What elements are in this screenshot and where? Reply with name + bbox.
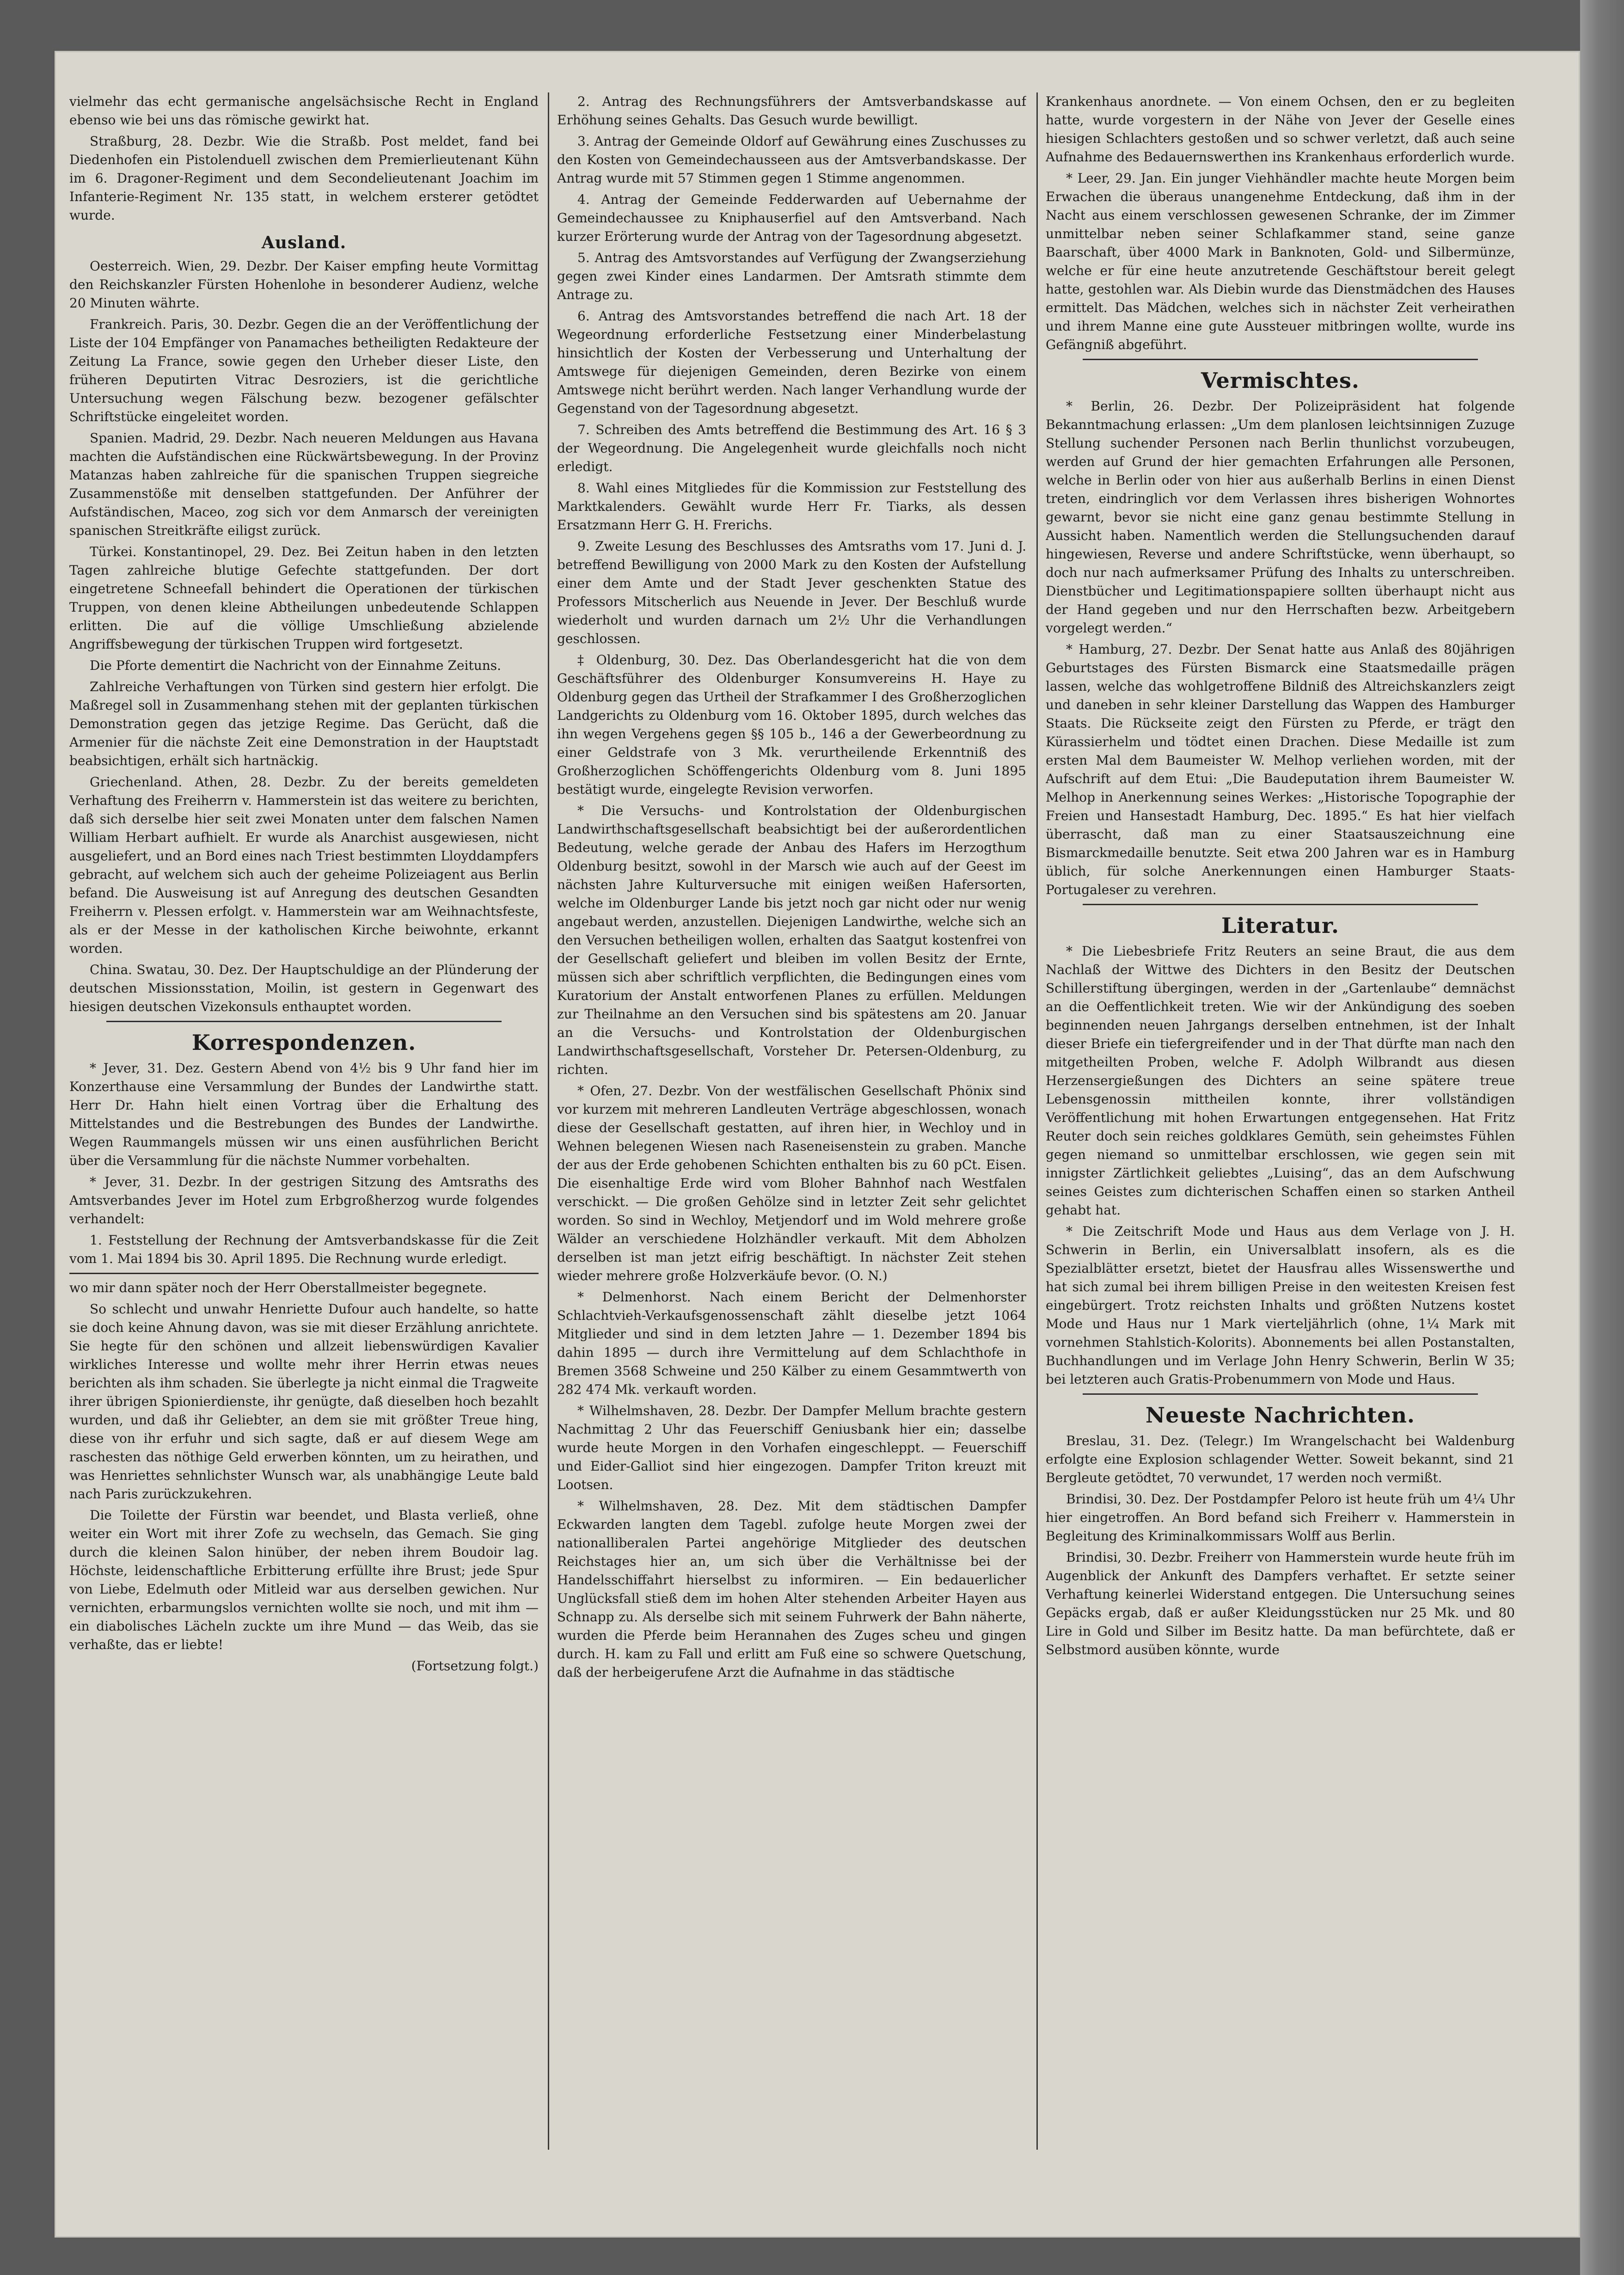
agenda-item: 6. Antrag des Amtsvorstandes betreffend die nach Art. 18 der Wegeordnung erforderliche Festsetzung einer Minderbelastung hinsichtlich der Kosten der Verbesserung und Unterhaltung der Amtswege für diejenigen Gemeinden, deren Bezirke von einem Amtswege nicht berührt werden. Nach langer Verhandlung wurde der Gegenstand von der Tagesordnung abgesetzt.: [557, 308, 1026, 416]
section-heading-korrespondenzen: Korrespondenzen.: [191, 1030, 417, 1055]
section-heading-literatur: Literatur.: [1221, 913, 1340, 938]
article-reuter: * Die Liebesbriefe Fritz Reuters an seine Braut, die aus dem Nachlaß der Wittwe des Dichters in den Besitz der Deutschen Schillerstiftung übergingen, werden in der „Gartenlaube“ demnächst an die Oeffentlichkeit treten. Wie wir der Ankündigung des soeben beginnenden neuen Jahrgangs derselben entnehmen, ist der Inhalt dieser Briefe ein tiefergreifender und in der That dürfte man nach den mitgetheilten Proben, welche F. Adolph Wilbrandt aus diesen Herzensergießungen des Dichters an seine spätere treue Lebensgenossin mittheilen konnte, ihrer vollständigen Veröffentlichung mit hohen Erwartungen entgegensehen. Hat Fritz Reuter doch sein reiches goldklares Gemüth, sein geheimstes Fühlen gegen niemand so unmittelbar erschlossen, wie gegen sein mit innigster Zärtlichkeit geliebtes „Luising“, das an dem Aufschwung seines Geistes zum dichterischen Schaffen einen so starken Antheil gehabt hat.: [1046, 944, 1515, 1218]
article-breslau: Breslau, 31. Dez. (Telegr.) Im Wrangelschacht bei Waldenburg erfolgte eine Explosion schlagender Wetter. Soweit bekannt, sind 21 Bergleute getödtet, 70 verwundet, 17 werden noch vermißt.: [1046, 1433, 1515, 1485]
section-heading-vermischtes: Vermischtes.: [1201, 368, 1360, 393]
agenda-item: 8. Wahl eines Mitgliedes für die Kommission zur Feststellung des Marktkalenders. Gewählt wurde Herr Fr. Tiarks, als dessen Ersatzmann Herr G. H. Frerichs.: [557, 480, 1026, 533]
article-text: 1. Feststellung der Rechnung der Amtsverbandskasse für die Zeit vom 1. Mai 1894 bis 30. April 1895. Die Rechnung wurde erledigt.: [69, 1233, 539, 1266]
article-wilhelmshaven: * Wilhelmshaven, 28. Dezbr. Der Dampfer Mellum brachte gestern Nachmittag 2 Uhr das Feuerschiff Geniusbank hier ein; dasselbe wurde heute Morgen in den Vorhafen eingeschleppt. — Feuerschiff und Eider-Galliot sind hier eingezogen. Dampfer Triton kreuzt mit Lootsen.: [557, 1403, 1026, 1492]
section-heading-neueste-nachrichten: Neueste Nachrichten.: [1146, 1403, 1415, 1428]
feuilleton-text: wo mir dann später noch der Herr Oberstallmeister begegnete.: [69, 1280, 487, 1295]
article-text: Zahlreiche Verhaftungen von Türken sind gestern hier erfolgt. Die Maßregel soll in Zusammenhang stehen mit der geplanten türkischen Demonstration gegen das jetzige Regime. Das Gerücht, daß die Armenier für die nächste Zeit eine Demonstration in der Hauptstadt beabsichtigen, erhält sich hartnäckig.: [69, 679, 539, 768]
column-divider: [548, 92, 549, 2150]
agenda-item: 4. Antrag der Gemeinde Fedderwarden auf Uebernahme der Gemeindechaussee zu Kniphauserfiel auf den Amtsverband. Nach kurzer Erörterung wurde der Antrag von der Tagesordnung abgesetzt.: [557, 192, 1026, 244]
agenda-item: 7. Schreiben des Amts betreffend die Bestimmung des Art. 16 § 3 der Wegeordnung. Die Angelegenheit wurde gleichfalls noch nicht erledigt.: [557, 422, 1026, 474]
article-text: Die Pforte dementirt die Nachricht von der Einnahme Zeituns.: [90, 658, 502, 673]
article-text: Krankenhaus anordnete. — Von einem Ochsen, den er zu begleiten hatte, wurde vorgestern in der Nähe von Jever der Geselle eines hiesigen Schlachters gestoßen und so schwer verletzt, daß auch seine Aufnahme des Bedauernswerthen ins Krankenhaus erforderlich wurde.: [1046, 94, 1515, 165]
article-frankreich: Frankreich. Paris, 30. Dezbr. Gegen die an der Veröffentlichung der Liste der 104 Empfänger von Panamaches betheiligten Redakteure der Zeitung La France, sowie gegen den Urheber dieser Liste, den früheren Deputirten Vitrac Desroziers, ist die gerichtliche Untersuchung wegen Fälschung bezw. bezogener gefälschter Schriftstücke eingeleitet worden.: [69, 317, 539, 424]
column-2: [557, 92, 1026, 2150]
article-oldenburg: ‡ Oldenburg, 30. Dez. Das Oberlandesgericht hat die von dem Geschäftsführer des Oldenburger Konsumvereins H. Haye zu Oldenburg gegen das Urtheil der Strafkammer I des Großherzoglichen Landgerichts zu Oldenburg vom 16. Oktober 1895, durch welches das ihn wegen Vergehens gegen §§ 105 b., 146 a der Gewerbeordnung zu einer Geldstrafe von 3 Mk. verurtheilende Erkenntniß des Großherzoglichen Schöffengerichts Oldenburg vom 8. Juni 1895 bestätigt wurde, eingelegte Revision verworfen.: [557, 652, 1026, 797]
agenda-item: 5. Antrag des Amtsvorstandes auf Verfügung der Zwangserziehung gegen zwei Kinder eines Landarmen. Der Amtsrath stimmte dem Antrage zu.: [557, 250, 1026, 302]
article-hamburg: * Hamburg, 27. Dezbr. Der Senat hatte aus Anlaß des 80jährigen Geburtstages des Fürsten Bismarck eine Staatsmedaille prägen lassen, welche das wohlgetroffene Bildniß des Altreichskanzlers zeigt und daneben in sehr kleiner Darstellung das Wappen des Hamburger Staats. Die Rückseite zeigt den Fürsten zu Pferde, er trägt den Kürassierhelm und tödtet einen Drachen. Diese Medaille ist zum ersten Mal dem Baumeister W. Melhop verliehen worden, mit der Aufschrift auf dem Etui: „Die Baudeputation ihrem Baumeister W. Melhop in Anerkennung seines Werkes: „Historische Topographie der Freien und Hansestadt Hamburg, Dec. 1895.“ Es hat hier vielfach überrascht, daß man zu einer Staatsauszeichnung eine Bismarckmedaille benutzte. Seit etwa 200 Jahren war es in Hamburg üblich, für solche Anerkennungen einen Hamburger Staats-Portugaleser zu verehren.: [1046, 642, 1515, 897]
feuilleton-rule: [69, 1273, 539, 1274]
article-oesterreich: Oesterreich. Wien, 29. Dezbr. Der Kaiser empfing heute Vormittag den Reichskanzler Fürsten Hohenlohe in besonderer Audienz, welche 20 Minuten währte.: [69, 258, 539, 311]
article-brindisi: Brindisi, 30. Dez. Der Postdampfer Peloro ist heute früh um 4¼ Uhr hier eingetroffen. An Bord befand sich Freiherr v. Hammerstein in Begleitung des Kriminalkommissars Wolff aus Berlin.: [1046, 1491, 1515, 1544]
article-spanien: Spanien. Madrid, 29. Dezbr. Nach neueren Meldungen aus Havana machten die Aufständischen eine Rückwärtsbewegung. In der Provinz Matanzas haben zahlreiche für die spanischen Truppen siegreiche Zusammenstöße mit denselben stattgefunden. Der Anführer der Aufständischen, Maceo, zog sich vor dem Anmarsch der vereinigten spanischen Streitkräfte eiligst zurück.: [69, 430, 539, 538]
column-divider: [1036, 92, 1038, 2150]
article-china: China. Swatau, 30. Dez. Der Hauptschuldige an der Plünderung der deutschen Missionsstation, Moilin, ist gestern in Gegenwart des hiesigen deutschen Vizekonsuls enthauptet worden.: [69, 962, 539, 1014]
article-tuerkei: Türkei. Konstantinopel, 29. Dez. Bei Zeitun haben in den letzten Tagen zahlreiche blutige Gefechte stattgefunden. Der dort eingetretene Schneefall behindert die Operationen der türkischen Truppen, von denen kleine Abtheilungen unbedeutende Schlappen erlitten. Die auf die völlige Umschließung abzielende Angriffsbewegung der türkischen Truppen wird fortgesetzt.: [69, 544, 539, 652]
column-3: [1046, 92, 1515, 2150]
agenda-item: 2. Antrag des Rechnungsführers der Amtsverbandskasse auf Erhöhung seines Gehalts. Das Gesuch wurde bewilligt.: [557, 94, 1026, 128]
scanner-edge: [1580, 0, 1624, 2275]
article-berlin: * Berlin, 26. Dezbr. Der Polizeipräsident hat folgende Bekanntmachung erlassen: „Um dem planlosen leichtsinnigen Zuzuge Stellung suchender Personen nach Berlin thunlichst vorzubeugen, werden auf Grund der hier gemachten Erfahrungen alle Personen, welche in Berlin oder von hier aus außerhalb Berlins in einen Dienst treten, eindringlich vor dem Verlassen ihres bisherigen Wohnortes gewarnt, bevor sie nicht eine ganz genau bestimmte Stellung in Aussicht haben. Namentlich werden die Stellungsuchenden darauf hingewiesen, Reverse und andere Schriftstücke, wenn überhaupt, so doch nur nach aufmerksamer Prüfung des Inhalts zu unterschreiben. Dienstbücher und Legitimationspapiere sollten überhaupt nicht aus der Hand gegeben und nur den Herrschaften bezw. Arbeitgebern vorgelegt werden.“: [1046, 399, 1515, 636]
article-griechenland: Griechenland. Athen, 28. Dezbr. Zu der bereits gemeldeten Verhaftung des Freiherrn v. Hammerstein ist das weitere zu berichten, daß sich derselbe hier seit zwei Monaten unter dem falschen Namen William Herbart aufhielt. Er wurde als Anarchist ausgewiesen, nicht ausgeliefert, und an Bord eines nach Triest bestimmten Lloyddampfers gebracht, auf welchem sich auch der geheime Polizeiagent aus Berlin befand. Die Ausweisung ist auf Anregung des deutschen Gesandten Freiherrn v. Plessen erfolgt. v. Hammerstein war am Weihnachtsfeste, als er der Messe in der katholischen Kirche beiwohnte, erkannt worden.: [69, 774, 539, 956]
article-strassburg: Straßburg, 28. Dezbr. Wie die Straßb. Post meldet, fand bei Diedenhofen ein Pistolenduell zwischen dem Premierlieutenant Kühn im 6. Dragoner-Regiment und dem Secondelieutenant Joachim im Infanterie-Regiment Nr. 135 statt, in welchem ersterer getödtet wurde.: [69, 134, 539, 223]
agenda-item: 3. Antrag der Gemeinde Oldorf auf Gewährung eines Zuschusses zu den Kosten von Gemeindechausseen aus der Amtsverbandskasse. Der Antrag wurde mit 57 Stimmen gegen 1 Stimme angenommen.: [557, 134, 1026, 186]
column-1: [69, 92, 539, 2150]
agenda-item: 9. Zweite Lesung des Beschlusses des Amtsraths vom 17. Juni d. J. betreffend Bewilligung von 2000 Mark zu den Kosten der Aufstellung einer dem Amte und der Stadt Jever geschenkten Statue des Professors Mitscherlich aus Neuende in Jever. Der Beschluß wurde wiederholt und wurden darnach um 2½ Uhr die Verhandlungen geschlossen.: [557, 539, 1026, 646]
section-heading-ausland: Ausland.: [261, 233, 347, 252]
article-jever-amtsrath: * Jever, 31. Dezbr. In der gestrigen Sitzung des Amtsraths des Amtsverbandes Jever im Hotel zum Erbgroßherzog wurde folgendes verhandelt:: [69, 1174, 539, 1226]
article-text: vielmehr das echt germanische angelsächsische Recht in England ebenso wie bei uns das römische gewirkt hat.: [69, 94, 539, 128]
article-wilhelmshaven: * Wilhelmshaven, 28. Dez. Mit dem städtischen Dampfer Eckwarden langten dem Tagebl. zufolge heute Morgen zwei der nationalliberalen Partei angehörige Mitglieder des deutschen Reichstages hier an, um sich über die Verhältnisse bei der Handelsschiffahrt hierselbst zu informiren. — Ein bedauerlicher Unglücksfall stieß dem im hohen Alter stehenden Arbeiter Hayen aus Schnapp zu. Als derselbe sich mit seinem Fuhrwerk der Bahn näherte, wurden die Pferde beim Herannahen des Zuges scheu und gingen durch. H. kam zu Fall und erlitt am Fuß eine so schwere Quetschung, daß der herbeigerufene Arzt die Aufnahme in das städtische: [557, 1498, 1026, 1680]
article-mode-und-haus: * Die Zeitschrift Mode und Haus aus dem Verlage von J. H. Schwerin in Berlin, ein Universalblatt insofern, als es die Spezialblätter ersetzt, bietet der Hausfrau alles Wissenswerthe und hat sich zumal bei ihrem billigen Preise in den weitesten Kreisen fest eingebürgert. Trotz reichsten Inhalts und größten Nutzens kostet Mode und Haus nur 1 Mark vierteljährlich (ohne, 1¼ Mark mit vornehmen Stahlstich-Kolorits). Abonnements bei allen Postanstalten, Buchhandlungen und im Verlage John Henry Schwerin, Berlin W 35; bei letzteren auch Gratis-Probenummern von Mode und Haus.: [1046, 1224, 1515, 1387]
article-jever: * Jever, 31. Dez. Gestern Abend von 4½ bis 9 Uhr fand hier im Konzerthause eine Versammlung der Bundes der Landwirthe statt. Herr Dr. Hahn hielt einen Vortrag über die Erhaltung des Mittelstandes und die Bestrebungen des Bundes der Landwirthe. Wegen Raummangels müssen wir uns einen ausführlichen Bericht über die Versammlung für die nächste Nummer vorbehalten.: [69, 1061, 539, 1168]
article-hafer: * Die Versuchs- und Kontrolstation der Oldenburgischen Landwirthschaftsgesellschaft beabsichtigt bei der außerordentlichen Bedeutung, welche gerade der Anbau des Hafers im Herzogthum Oldenburg besitzt, sowohl in der Marsch wie auch auf der Geest im nächsten Jahre Kulturversuche mit einigen weißen Hafersorten, welche im Oldenburger Lande bis jetzt noch gar nicht oder nur wenig angebaut werden, anzustellen. Diejenigen Landwirthe, welche sich an den Versuchen betheiligen wollen, erhalten das Saatgut kostenfrei von der Gesellschaft geliefert und bleiben im vollen Besitz der Ernte, müssen sich aber schriftlich verpflichten, die Bedingungen eines vom Kuratorium der Anstalt entworfenen Planes zu erfüllen. Meldungen zur Theilnahme an den Versuchen sind bis spätestens am 20. Januar an die Versuchs- und Kontrolstation der Oldenburgischen Landwirthschaftsgesellschaft, Vorsteher Dr. Petersen-Oldenburg, zu richten.: [557, 803, 1026, 1077]
section-rule: [1083, 904, 1478, 905]
section-rule: [1083, 359, 1478, 360]
article-brindisi: Brindisi, 30. Dezbr. Freiherr von Hammerstein wurde heute früh im Augenblick der Ankunft des Dampfers verhaftet. Er setzte seiner Verhaftung keinerlei Widerstand entgegen. Die Untersuchung seines Gepäcks ergab, daß er außer Kleidungsstücken nur 25 Mk. und 80 Lire in Gold und Silber im Besitz hatte. Da man befürchtete, daß er Selbstmord ausüben könnte, wurde: [1046, 1550, 1515, 1657]
continuation-note: (Fortsetzung folgt.): [411, 1658, 539, 1674]
article-delmenhorst: * Delmenhorst. Nach einem Bericht der Delmenhorster Schlachtvieh-Verkaufsgenossenschaft zählt dieselbe jetzt 1064 Mitglieder und sind in dem letzten Jahre — 1. Dezember 1894 bis dahin 1895 — durch ihre Vermittelung auf dem Schlachthofe in Bremen 3568 Schweine und 250 Kälber zu einem Gesammtwerth von 282 474 Mk. verkauft worden.: [557, 1289, 1026, 1397]
article-ofen: * Ofen, 27. Dezbr. Von der westfälischen Gesellschaft Phönix sind vor kurzem mit mehreren Landleuten Verträge abgeschlossen, wonach diese der Gesellschaft gestatten, auf ihren hier, in Wechloy und in Wehnen belegenen Wiesen nach Raseneisenstein zu graben. Manche der aus der Erde gehobenen Schichten enthalten bis zu 60 pCt. Eisen. Die eisenhaltige Erde wird vom Bloher Bahnhof nach Westfalen verschickt. — Die großen Gehölze sind in letzter Zeit sehr gelichtet worden. So sind in Wechloy, Metjendorf und im Wold mehrere große Wälder an verschiedene Holzhändler verkauft. Mit dem Abholzen derselben ist man jetzt eifrig beschäftigt. In nächster Zeit stehen wieder mehrere große Holzverkäufe bevor. (O. N.): [557, 1083, 1026, 1283]
feuilleton-text: So schlecht und unwahr Henriette Dufour auch handelte, so hatte sie doch keine Ahnung davon, was sie mit dieser Erzählung anrichtete. Sie hegte für den schönen und allzeit liebenswürdigen Kavalier wirkliches Interesse und wollte mehr ihrer Herrin etwas neues berichten als ihm schaden. Sie überlegte ja nicht einmal die Tragweite ihrer übrigen Spionierdienste, ihr genügte, daß dieselben hoch bezahlt wurden, und daß ihr Geliebter, an dem sie mit größter Treue hing, diese von ihr erfuhr und sich sagte, daß er auf diesem Wege am raschesten das nöthige Geld erwerben könnten, um zu heirathen, und was Henriettes sehnlichster Wunsch war, als unabhängige Leute bald nach Paris zurückzukehren.: [69, 1301, 539, 1502]
section-rule: [1083, 1393, 1478, 1395]
article-leer: * Leer, 29. Jan. Ein junger Viehhändler machte heute Morgen beim Erwachen die überaus unangenehme Entdeckung, daß ihm in der Nacht aus einem verschlossen gewesenen Schranke, der im Zimmer unmittelbar neben seiner Schlafkammer stand, seine ganze Baarschaft, über 4000 Mark in Banknoten, Gold- und Silbermünze, welche er für eine heute anzutretende Geschäftstour bereit gelegt hatte, gestohlen war. Als Diebin wurde das Dienstmädchen des Hauses ermittelt. Das Mädchen, welches sich in nächster Zeit verheirathen und ihrem Manne eine gute Aussteuer mitbringen wollte, wurde ins Gefängniß abgeführt.: [1046, 171, 1515, 352]
section-rule: [106, 1021, 502, 1022]
feuilleton-text: Die Toilette der Fürstin war beendet, und Blasta verließ, ohne weiter ein Wort mit ihrer Zofe zu wechseln, das Gemach. Sie ging durch die kleinen Salon hinüber, der neben ihrem Boudoir lag. Höchste, leidenschaftliche Erbitterung erfüllte ihre Brust; jede Spur von Liebe, Edelmuth oder Mitleid war aus derselben gewichen. Nur vernichten, erbarmungslos vernichten wollte sie noch, und mit ihm — ein diabolisches Lächeln zuckte um ihre Mund — das Weib, das sie verhaßte, das er liebte!: [69, 1508, 539, 1652]
